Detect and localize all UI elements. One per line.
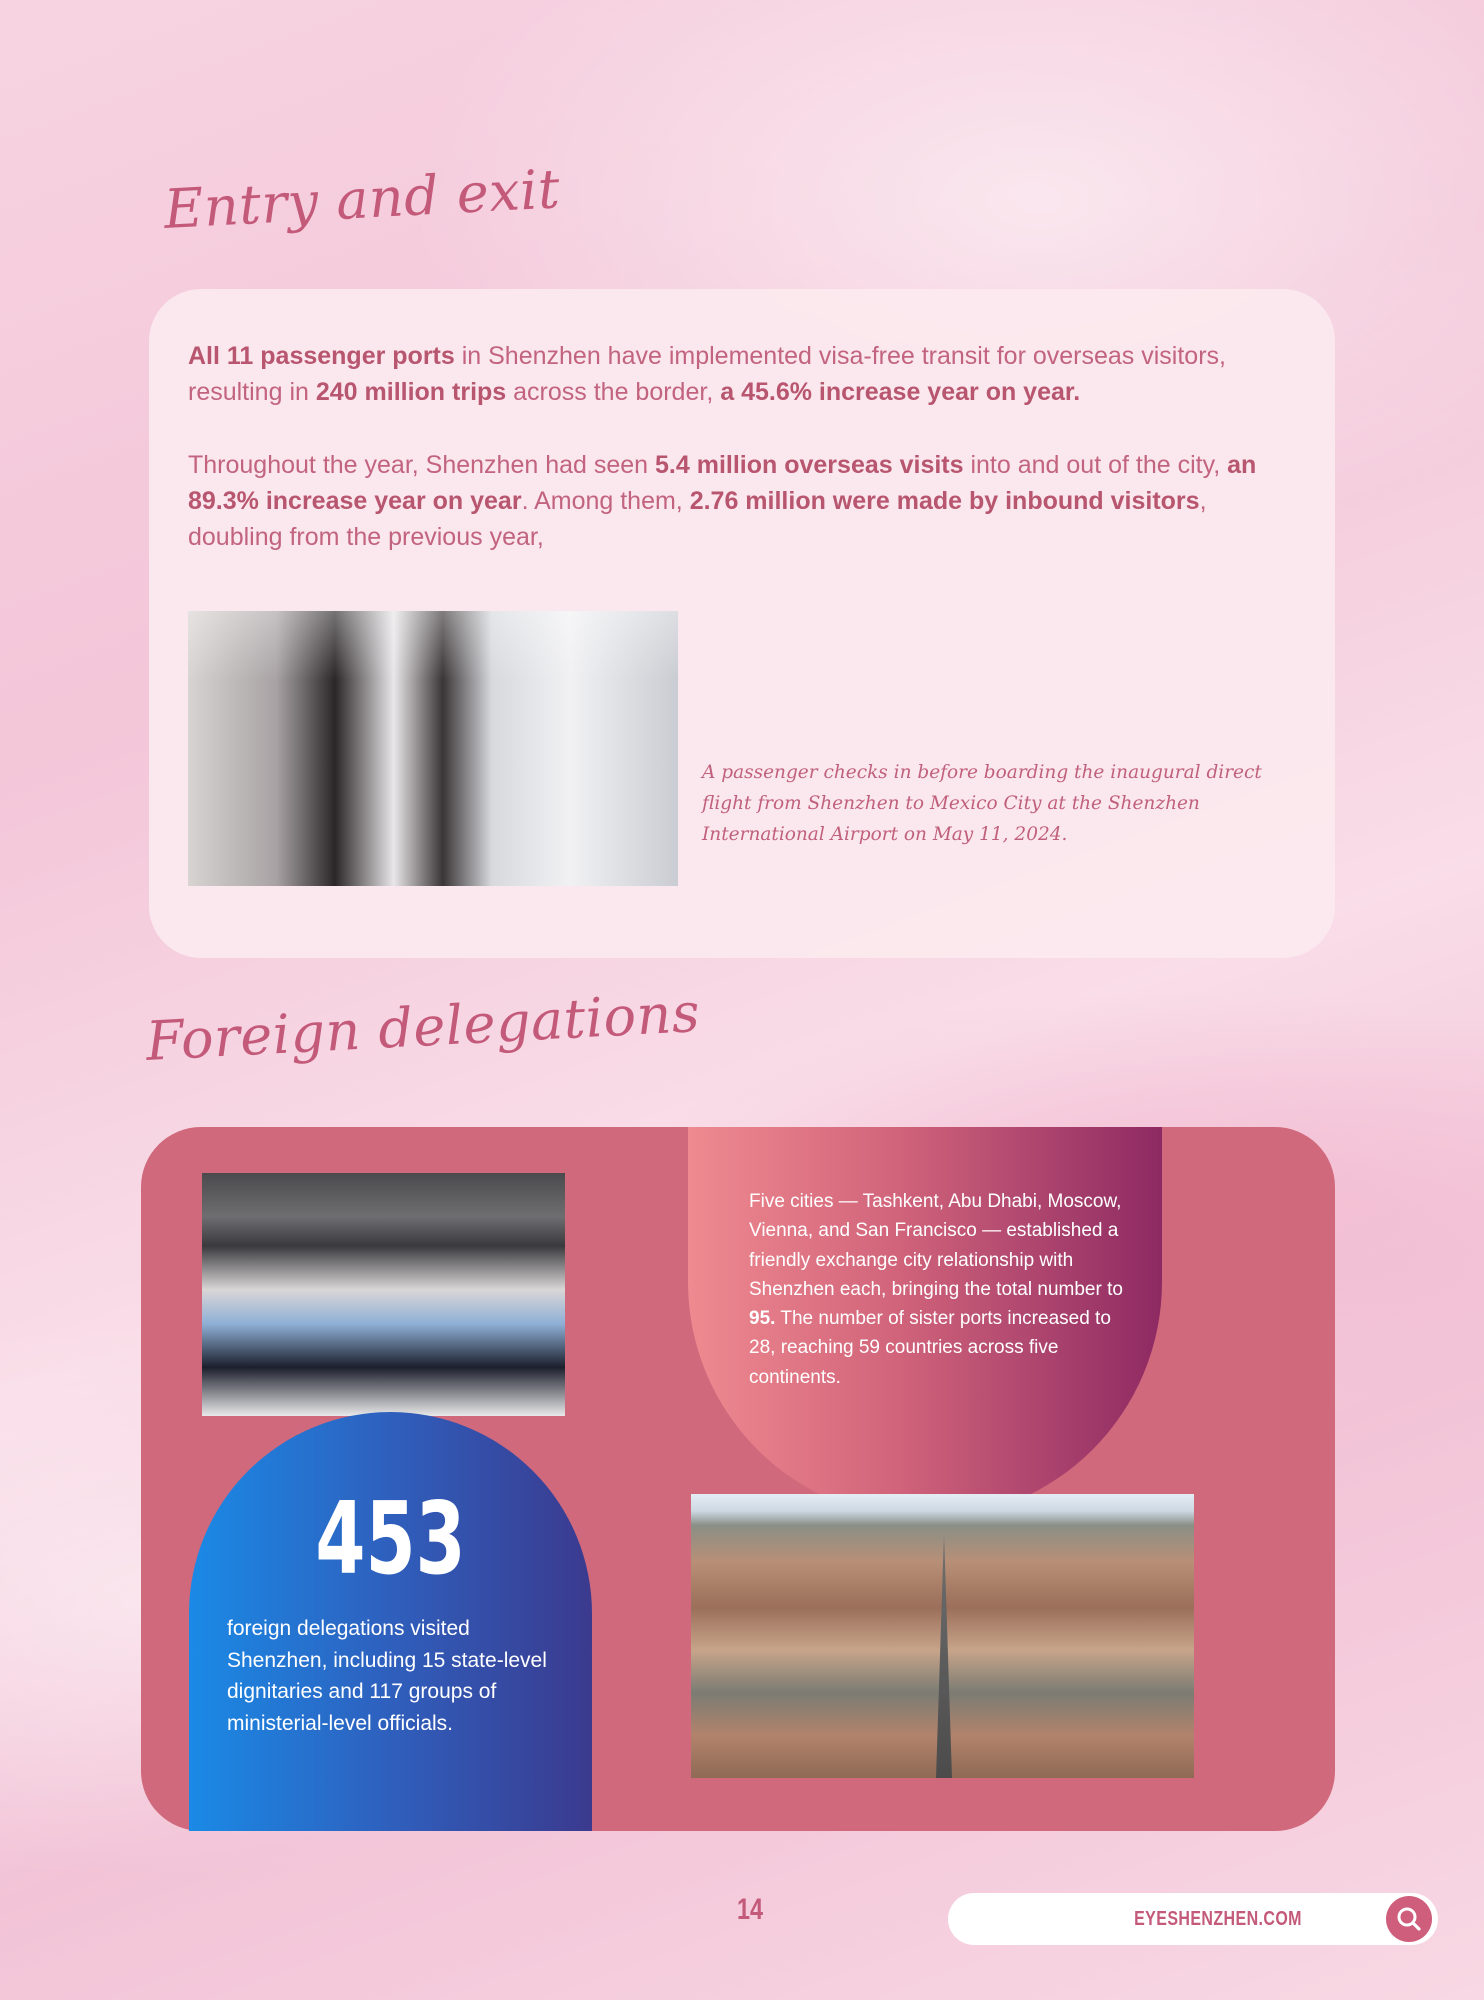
website-url[interactable]: EYESHENZHEN.COM [1134,1908,1302,1930]
vienna-aerial-photo [691,1494,1194,1778]
body-text: into and out of the city, [963,451,1228,479]
highlight-text: All 11 passenger ports [188,342,455,370]
body-text: The number of sister ports increased to 28, reaching 59 countries across five continents. [749,1308,1111,1388]
airport-checkin-photo [188,611,678,886]
body-text: Throughout the year, Shenzhen had seen [188,451,656,479]
highlight-text: an 89.3% increase year on year [188,451,1257,515]
delegations-description: foreign delegations visited Shenzhen, including 15 state-level dignitaries and 117 groups of ministerial-level officials. [227,1617,547,1735]
highlight-text: 5.4 million overseas visits [655,451,964,479]
highlight-text: 240 million trips [315,378,507,406]
section-heading-entry-exit: Entry and exit [162,157,562,241]
delegations-count: 453 [315,1480,466,1597]
body-text: in Shenzhen have implemented visa-free transit for overseas visitors, resulting in [188,342,1226,406]
photo-caption: A passenger checks in before boarding the inaugural direct flight from Shenzhen to Mexico City at the Shenzhen International Airport on May 11, 2024. [702,762,1262,845]
highlight-text: a 45.6% increase year on year. [720,378,1081,406]
section-heading-foreign-delegations: Foreign delegations [144,981,702,1073]
body-text: , doubling from the previous year, [188,487,1207,551]
highlight-text: 2.76 million were made by inbound visitors [689,487,1200,515]
website-link[interactable] [948,1893,1438,1945]
sister-cities-text [749,1187,1134,1392]
search-icon [1395,1905,1423,1933]
delegation-visit-photo [202,1173,565,1416]
page-number: 14 [736,1893,764,1926]
body-text: across the border, [506,378,721,406]
body-text: . Among them, [521,487,690,515]
entry-paragraph-1 [188,338,1298,410]
entry-paragraph-2 [188,447,1298,555]
cathedral-spire [936,1534,952,1778]
highlight-text: 95. [749,1308,776,1330]
search-button[interactable] [1386,1896,1432,1942]
body-text: Five cities — Tashkent, Abu Dhabi, Moscow, Vienna, and San Francisco — established a friendly exchange city relationship with Shenzhen each, bringing the total number to [749,1191,1123,1300]
